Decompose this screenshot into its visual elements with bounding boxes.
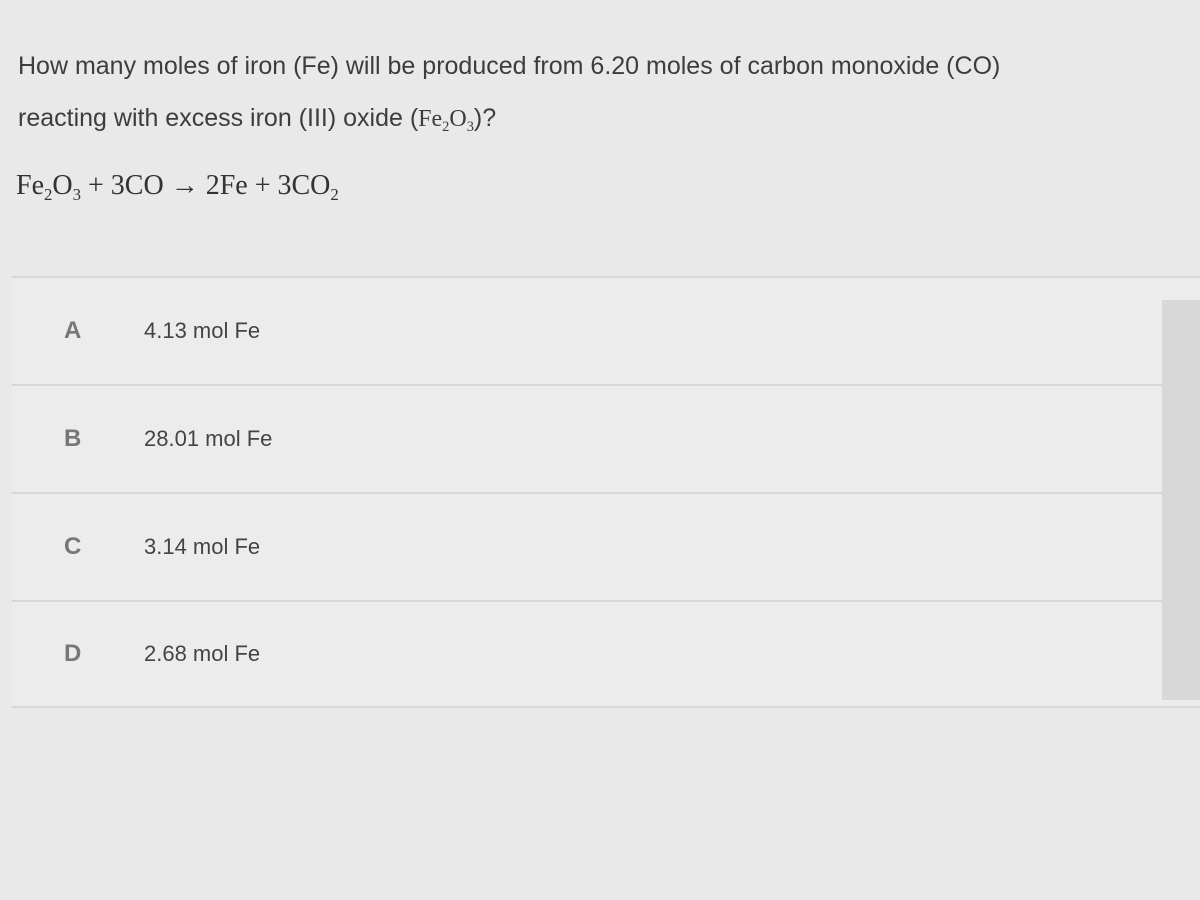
- chemical-equation: [16, 170, 339, 205]
- formula-sub-2: 2: [442, 119, 450, 136]
- scroll-edge: [1162, 300, 1200, 700]
- equation-rest: + 3CO → 2Fe + 3CO: [81, 170, 331, 201]
- formula-o: O: [449, 106, 467, 132]
- option-b[interactable]: [12, 384, 1200, 492]
- question-line-2-prefix: reacting with excess iron (III) oxide (: [18, 104, 419, 132]
- option-letter: A: [64, 317, 82, 344]
- equation-fe: Fe: [16, 170, 44, 201]
- option-d[interactable]: [12, 600, 1200, 708]
- answer-options: [12, 276, 1200, 708]
- question-line-1: How many moles of iron (Fe) will be produced from 6.20 moles of carbon monoxide (CO): [18, 52, 1001, 80]
- option-text: 4.13 mol Fe: [144, 318, 261, 343]
- equation-product-sub: 2: [330, 184, 339, 204]
- option-letter: D: [64, 640, 82, 667]
- option-text: 2.68 mol Fe: [144, 641, 261, 666]
- equation-sub-2: 2: [44, 184, 53, 204]
- option-c[interactable]: [12, 492, 1200, 600]
- question-text: [18, 40, 1188, 153]
- formula-fe: Fe: [418, 106, 443, 132]
- option-a[interactable]: [12, 276, 1200, 384]
- option-letter: C: [64, 533, 82, 560]
- option-text: 3.14 mol Fe: [144, 534, 261, 559]
- question-line-2: [18, 92, 1188, 153]
- option-text: 28.01 mol Fe: [144, 426, 273, 451]
- formula-sub-3: 3: [466, 119, 474, 136]
- question-line-2-suffix: )?: [473, 104, 497, 132]
- option-letter: B: [64, 425, 82, 452]
- equation-sub-3: 3: [72, 184, 82, 204]
- equation-o: O: [52, 170, 73, 201]
- inline-formula: [418, 106, 474, 136]
